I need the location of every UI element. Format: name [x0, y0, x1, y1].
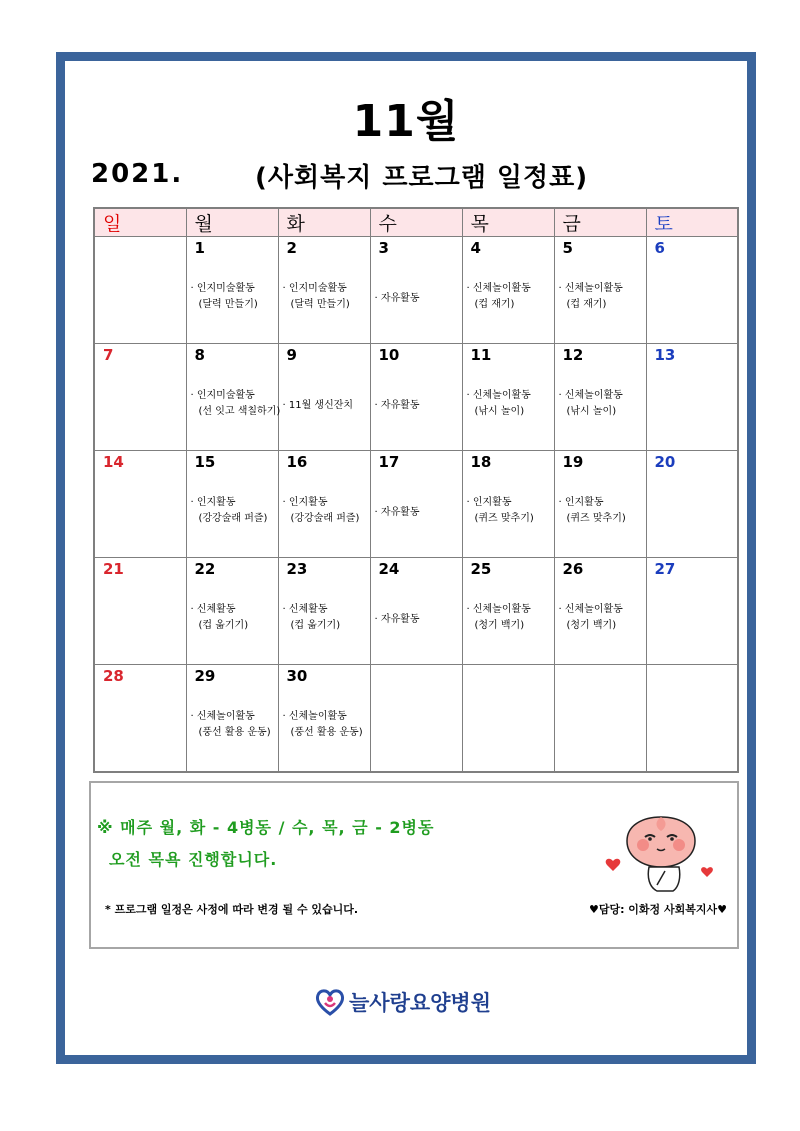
calendar-day-cell: [94, 558, 186, 665]
activity-name: · 인지활동: [190, 497, 236, 508]
day-number: 20: [654, 453, 676, 471]
activity-detail: (달력 만들기): [198, 299, 258, 310]
calendar-day-cell: [370, 558, 462, 665]
day-number: 12: [562, 346, 584, 364]
activity-name: · 인지미술활동: [282, 283, 347, 294]
activity-name: · 인지활동: [558, 497, 604, 508]
calendar-day-cell: [462, 451, 554, 558]
activity-text: [559, 602, 623, 634]
activity-text: [559, 388, 623, 420]
activity-detail: (컵 옮기기): [198, 620, 249, 631]
day-number: 21: [103, 560, 124, 578]
activity-name: · 신체놀이활동: [466, 283, 531, 294]
day-number: 6: [654, 239, 665, 257]
day-number: 9: [286, 346, 297, 364]
day-number: 27: [654, 560, 676, 578]
activity-detail: (달력 만들기): [290, 299, 350, 310]
calendar-table: [93, 207, 739, 773]
day-number: 24: [378, 560, 400, 578]
day-number: 17: [378, 453, 400, 471]
hospital-name: 늘사랑요양병원: [349, 991, 492, 1015]
weekday-tuesday: 화: [278, 208, 370, 237]
activity-name: · 신체놀이활동: [190, 711, 255, 722]
activity-name: · 신체놀이활동: [466, 390, 531, 401]
activity-name: · 인지활동: [466, 497, 512, 508]
calendar-day-cell: [278, 344, 370, 451]
activity-detail: (퀴즈 맞추기): [474, 513, 534, 524]
calendar-day-cell: [646, 344, 738, 451]
calendar-body: [94, 237, 738, 773]
calendar-day-cell: [646, 665, 738, 773]
month-title: 11월: [352, 96, 460, 147]
day-number: 28: [103, 667, 124, 685]
activity-name: · 자유활동: [374, 400, 420, 411]
activity-name: · 신체활동: [190, 604, 236, 615]
calendar-day-cell: [462, 558, 554, 665]
calendar-day-cell: [94, 344, 186, 451]
day-number: 8: [194, 346, 205, 364]
activity-text: [467, 602, 531, 634]
calendar-day-cell: [278, 237, 370, 344]
activity-text: [467, 495, 534, 527]
activity-name: · 신체놀이활동: [466, 604, 531, 615]
weekday-header-row: [94, 208, 738, 237]
activity-detail: (컵 재기): [474, 299, 515, 310]
day-number: 26: [562, 560, 584, 578]
activity-text: [191, 602, 249, 634]
activity-name: · 11월 생신잔치: [282, 400, 354, 411]
activity-name: · 자유활동: [374, 293, 420, 304]
activity-text: [375, 291, 420, 307]
day-number: 2: [286, 239, 297, 257]
calendar-week-row: [94, 451, 738, 558]
activity-text: [283, 602, 341, 634]
activity-text: [283, 398, 354, 414]
activity-name: · 신체놀이활동: [558, 604, 623, 615]
calendar-day-cell: [554, 344, 646, 451]
calendar-day-cell: [554, 451, 646, 558]
activity-text: [467, 281, 531, 313]
activity-detail: (강강술래 퍼즐): [198, 513, 268, 524]
calendar-day-cell: [370, 237, 462, 344]
bath-schedule-notice: ※ 매주 월, 화 - 4병동 / 수, 목, 금 - 2병동: [97, 818, 435, 837]
activity-text: [191, 388, 281, 420]
schedule-subtitle: (사회복지 프로그램 일정표): [255, 163, 589, 193]
day-number: 4: [470, 239, 481, 257]
day-number: 7: [103, 346, 114, 364]
calendar-day-cell: [186, 665, 278, 773]
activity-detail: (컵 옮기기): [290, 620, 341, 631]
heart-person-icon: [315, 987, 345, 1017]
calendar-week-row: [94, 237, 738, 344]
day-number: 23: [286, 560, 308, 578]
activity-text: [375, 505, 420, 521]
hospital-logo: [315, 985, 491, 1019]
calendar-day-cell: [370, 665, 462, 773]
weekday-friday: 금: [554, 208, 646, 237]
day-number: 25: [470, 560, 492, 578]
calendar-day-cell: [554, 558, 646, 665]
activity-text: [283, 281, 350, 313]
calendar-day-cell: [186, 451, 278, 558]
calendar-day-cell: [462, 237, 554, 344]
activity-detail: (풍선 활용 운동): [198, 727, 271, 738]
calendar-day-cell: [646, 451, 738, 558]
day-number: 1: [194, 239, 205, 257]
page-frame: [56, 52, 756, 1064]
day-number: 15: [194, 453, 216, 471]
day-number: 30: [286, 667, 308, 685]
day-number: 19: [562, 453, 584, 471]
day-number: 11: [470, 346, 492, 364]
activity-text: [375, 398, 420, 414]
weekday-thursday: 목: [462, 208, 554, 237]
activity-name: · 인지미술활동: [190, 390, 255, 401]
activity-name: · 자유활동: [374, 614, 420, 625]
activity-detail: (선 잇고 색칠하기): [198, 406, 281, 417]
calendar-day-cell: [94, 237, 186, 344]
calendar-day-cell: [278, 665, 370, 773]
calendar-day-cell: [186, 558, 278, 665]
activity-text: [191, 281, 258, 313]
calendar-day-cell: [278, 451, 370, 558]
schedule-change-note: * 프로그램 일정은 사정에 따라 변경 될 수 있습니다.: [105, 903, 359, 916]
activity-text: [283, 709, 363, 741]
activity-text: [559, 281, 623, 313]
activity-detail: (청기 백기): [566, 620, 617, 631]
activity-name: · 신체활동: [282, 604, 328, 615]
activity-name: · 신체놀이활동: [282, 711, 347, 722]
day-number: 10: [378, 346, 400, 364]
calendar-day-cell: [94, 451, 186, 558]
day-number: 14: [103, 453, 124, 471]
calendar-day-cell: [554, 237, 646, 344]
activity-detail: (퀴즈 맞추기): [566, 513, 626, 524]
activity-text: [191, 495, 268, 527]
activity-name: · 인지활동: [282, 497, 328, 508]
weekday-sunday: 일: [94, 208, 186, 237]
activity-name: · 신체놀이활동: [558, 283, 623, 294]
activity-text: [467, 388, 531, 420]
day-number: 22: [194, 560, 216, 578]
notice-box: [89, 781, 739, 949]
calendar-week-row: [94, 665, 738, 773]
calendar-week-row: [94, 558, 738, 665]
calendar-day-cell: [186, 237, 278, 344]
calendar-day-cell: [462, 344, 554, 451]
activity-text: [191, 709, 271, 741]
calendar-day-cell: [370, 344, 462, 451]
year-label: 2021.: [91, 159, 184, 189]
activity-text: [375, 612, 420, 628]
activity-detail: (청기 백기): [474, 620, 525, 631]
day-number: 18: [470, 453, 492, 471]
calendar-day-cell: [554, 665, 646, 773]
calendar-day-cell: [94, 665, 186, 773]
activity-name: · 자유활동: [374, 507, 420, 518]
activity-name: · 신체놀이활동: [558, 390, 623, 401]
activity-detail: (풍선 활용 운동): [290, 727, 363, 738]
day-number: 5: [562, 239, 573, 257]
day-number: 13: [654, 346, 676, 364]
day-number: 29: [194, 667, 216, 685]
day-number: 16: [286, 453, 308, 471]
weekday-monday: 월: [186, 208, 278, 237]
activity-name: · 인지미술활동: [190, 283, 255, 294]
calendar-day-cell: [370, 451, 462, 558]
calendar-day-cell: [278, 558, 370, 665]
calendar-day-cell: [646, 558, 738, 665]
activity-detail: (낚시 놀이): [566, 406, 617, 417]
day-number: 3: [378, 239, 389, 257]
manager-label: ♥담당: 이화정 사회복지사♥: [588, 903, 727, 916]
activity-text: [283, 495, 360, 527]
activity-text: [559, 495, 626, 527]
bath-schedule-notice-line2: 오전 목욕 진행합니다.: [109, 850, 278, 869]
activity-detail: (강강술래 퍼즐): [290, 513, 360, 524]
activity-detail: (컵 재기): [566, 299, 607, 310]
weekday-saturday: 토: [646, 208, 738, 237]
calendar-day-cell: [186, 344, 281, 451]
peach-mascot-illustration: [603, 811, 719, 895]
calendar-day-cell: [462, 665, 554, 773]
activity-detail: (낚시 놀이): [474, 406, 525, 417]
calendar-week-row: [94, 344, 738, 451]
calendar-day-cell: [646, 237, 738, 344]
weekday-wednesday: 수: [370, 208, 462, 237]
